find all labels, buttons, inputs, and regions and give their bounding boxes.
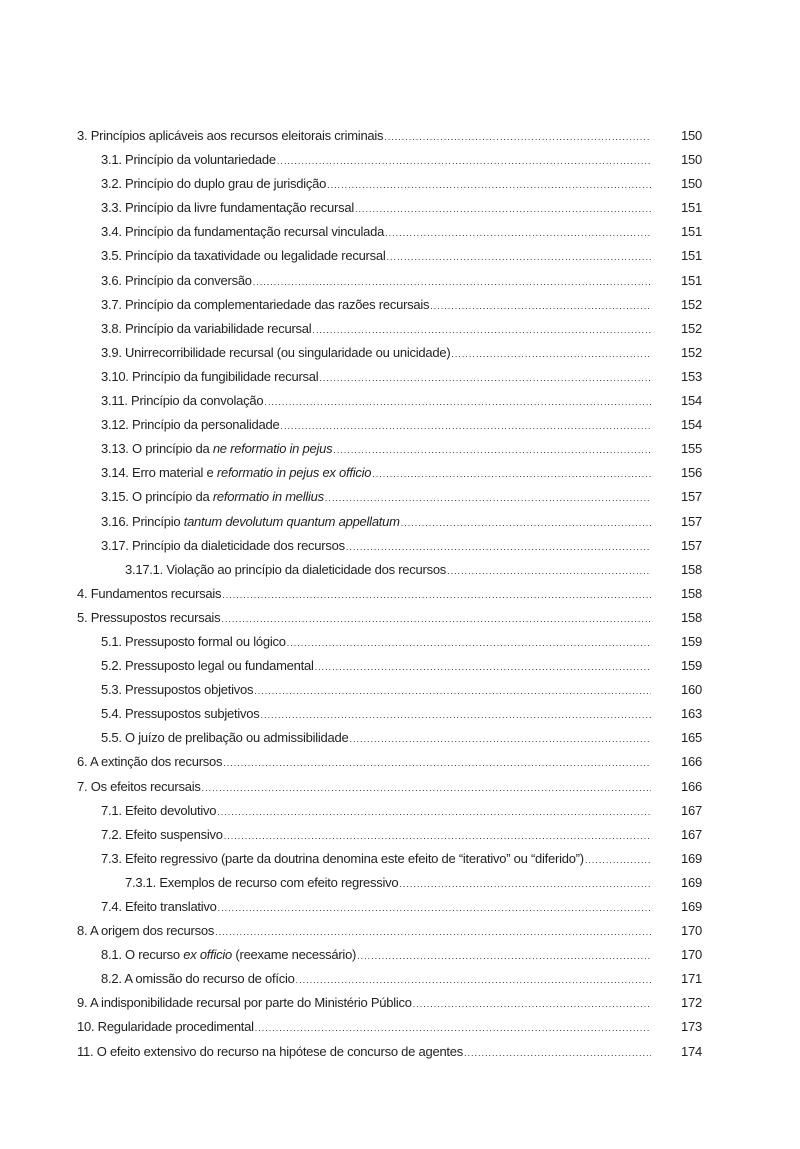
toc-entry-leader-line [101, 220, 651, 244]
toc-entry-title-part: 3.13. O princípio da [101, 441, 213, 457]
toc-entry[interactable] [0, 365, 800, 389]
toc-entry-title [101, 943, 356, 967]
toc-entry-title: 11. O efeito extensivo do recurso na hipótese de concurso de agentes [77, 1043, 464, 1059]
toc-entry-leader-line [101, 654, 651, 678]
toc-entry[interactable] [0, 413, 800, 437]
toc-entry[interactable] [0, 389, 800, 413]
toc-entry-leader-line [101, 293, 651, 317]
toc-entry-leader-line [101, 172, 651, 196]
table-of-contents [0, 124, 800, 1064]
toc-entry-title: 3.9. Unirrecorribilidade recursal (ou singularidade ou unicidade) [101, 344, 451, 360]
toc-entry-page-number: 173 [681, 1019, 702, 1035]
toc-entry-leader-line [101, 678, 651, 702]
toc-entry-title [101, 485, 324, 509]
toc-entry[interactable] [0, 534, 800, 558]
toc-entry-page-number: 154 [681, 393, 702, 409]
toc-entry-page-number: 150 [681, 152, 702, 168]
toc-entry-page-number: 163 [681, 706, 702, 722]
toc-entry-leader-line [101, 485, 651, 509]
toc-entry-leader-line [101, 534, 651, 558]
toc-entry-leader-line [77, 919, 651, 943]
dot-leader [326, 173, 651, 196]
toc-entry-title: 3.2. Princípio do duplo grau de jurisdição [101, 176, 327, 192]
toc-entry-page-number: 170 [681, 947, 702, 963]
toc-entry[interactable] [0, 148, 800, 172]
toc-entry[interactable] [0, 244, 800, 268]
toc-entry-page-number: 158 [681, 585, 702, 601]
toc-entry-page-number: 153 [681, 368, 702, 384]
toc-entry[interactable] [0, 1040, 800, 1064]
dot-leader [332, 438, 651, 461]
dot-leader [446, 559, 651, 582]
toc-entry-leader-line [101, 847, 651, 871]
toc-entry-page-number: 158 [681, 561, 702, 577]
dot-leader [276, 149, 651, 172]
toc-entry[interactable] [0, 341, 800, 365]
toc-entry[interactable] [0, 871, 800, 895]
dot-leader [400, 511, 651, 534]
toc-entry-leader-line [101, 341, 651, 365]
dot-leader [354, 197, 651, 220]
toc-entry-title: 7.3. Efeito regressivo (parte da doutrina denomina este efeito de “iterativo” ou “diferido”) [101, 850, 584, 866]
toc-entry-title: 7.2. Efeito suspensivo [101, 826, 223, 842]
toc-entry[interactable] [0, 510, 800, 534]
dot-leader [348, 727, 651, 750]
dot-leader [311, 318, 651, 341]
toc-entry-leader-line [101, 148, 651, 172]
dot-leader [314, 655, 651, 678]
toc-entry-page-number: 159 [681, 658, 702, 674]
dot-leader [259, 703, 651, 726]
toc-entry-page-number: 166 [681, 778, 702, 794]
toc-entry[interactable] [0, 582, 800, 606]
dot-leader [345, 535, 651, 558]
toc-entry[interactable] [0, 172, 800, 196]
dot-leader [223, 824, 651, 847]
toc-entry-title: 3. Princípios aplicáveis aos recursos eleitorais criminais [77, 128, 384, 143]
toc-entry-page-number: 169 [681, 850, 702, 866]
toc-entry-title: 3.6. Princípio da conversão [101, 272, 252, 288]
toc-entry-title: 5.3. Pressupostos objetivos [101, 682, 254, 698]
toc-entry-title: 6. A extinção dos recursos [77, 754, 223, 770]
toc-entry-leader-line [101, 943, 651, 967]
toc-entry-page-number: 151 [681, 248, 702, 264]
dot-leader [371, 462, 651, 485]
dot-leader [216, 800, 651, 823]
toc-entry-title: 3.1. Princípio da voluntariedade [101, 152, 276, 168]
toc-entry-page-number: 169 [681, 899, 702, 914]
toc-entry-title: 9. A indisponibilidade recursal por parte do Ministério Público [77, 995, 412, 1011]
toc-entry-leader-line [101, 269, 651, 293]
toc-entry-title-italic-part: ex officio [183, 947, 233, 963]
toc-entry-page-number: 159 [681, 633, 702, 649]
dot-leader [221, 583, 651, 606]
dot-leader [383, 125, 651, 148]
toc-entry-leader-line [77, 1015, 651, 1039]
toc-entry[interactable] [0, 702, 800, 726]
toc-entry-leader-line [77, 582, 651, 606]
toc-entry-title-italic-part: ne reformatio in pejus [212, 441, 333, 457]
toc-entry-leader-line [101, 967, 651, 991]
toc-entry-page-number: 157 [681, 537, 702, 553]
dot-leader [286, 631, 651, 654]
dot-leader [463, 1041, 651, 1064]
toc-entry-title-part: 3.15. O princípio da [101, 489, 213, 505]
dot-leader [450, 342, 651, 365]
toc-entry[interactable] [0, 293, 800, 317]
dot-leader [584, 848, 651, 871]
toc-entry[interactable] [0, 606, 800, 630]
toc-entry[interactable] [0, 630, 800, 654]
dot-leader [324, 486, 651, 509]
dot-leader [253, 679, 651, 702]
toc-entry[interactable] [0, 823, 800, 847]
toc-entry[interactable] [0, 919, 800, 943]
toc-entry-page-number: 151 [681, 200, 702, 216]
toc-entry-title [101, 510, 400, 534]
dot-leader [201, 776, 651, 799]
dot-leader [398, 872, 651, 895]
toc-entry-page-number: 151 [681, 272, 702, 288]
toc-entry-leader-line [101, 244, 651, 268]
toc-entry-title-italic-part: tantum devolutum quantum appellatum [183, 513, 400, 529]
toc-entry-title: 7.3.1. Exemplos de recurso com efeito regressivo [125, 874, 399, 890]
toc-entry-leader-line [101, 317, 651, 341]
toc-entry-page-number: 169 [681, 874, 702, 890]
toc-entry-title: 7. Os efeitos recursais [77, 778, 201, 794]
dot-leader [429, 294, 651, 317]
toc-entry-title: 5. Pressupostos recursais [77, 609, 221, 625]
dot-leader [214, 920, 651, 943]
toc-entry-page-number: 167 [681, 826, 702, 842]
toc-entry-leader-line [101, 196, 651, 220]
toc-entry-leader-line [125, 871, 651, 895]
toc-entry-leader-line [101, 389, 651, 413]
toc-entry-leader-line [77, 1040, 651, 1064]
toc-entry-leader-line [101, 823, 651, 847]
toc-entry-title-part: 3.16. Princípio [101, 513, 184, 529]
toc-entry-title-italic-part: reformatio in mellius [212, 489, 324, 505]
dot-leader [263, 390, 651, 413]
toc-entry[interactable] [0, 895, 800, 919]
toc-entry[interactable] [0, 750, 800, 774]
toc-entry-leader-line [77, 775, 651, 799]
toc-entry-page-number: 151 [681, 224, 702, 240]
toc-entry-page-number: 171 [681, 971, 702, 987]
toc-entry[interactable] [0, 726, 800, 750]
toc-entry-page-number: 154 [681, 417, 702, 433]
toc-entry-page-number: 167 [681, 802, 702, 818]
toc-entry-title-part: (reexame necessário) [232, 947, 357, 963]
toc-entry-page-number: 170 [681, 923, 702, 939]
toc-entry[interactable] [0, 799, 800, 823]
toc-entry-leader-line [101, 630, 651, 654]
dot-leader [318, 366, 651, 389]
dot-leader [222, 751, 651, 774]
toc-entry[interactable] [0, 461, 800, 485]
dot-leader [279, 414, 651, 437]
toc-entry-page-number: 156 [681, 465, 702, 481]
toc-entry-title: 3.7. Princípio da complementariedade das razões recursais [101, 296, 430, 312]
toc-entry-leader-line [77, 124, 651, 148]
toc-entry-leader-line [77, 750, 651, 774]
toc-entry-title: 7.4. Efeito translativo [101, 899, 217, 914]
toc-entry-title-part: 3.14. Erro material e [101, 465, 217, 481]
toc-entry-page-number: 158 [681, 609, 702, 625]
dot-leader [295, 968, 651, 991]
toc-entry-leader-line [101, 726, 651, 750]
toc-entry-title: 10. Regularidade procedimental [77, 1019, 254, 1035]
toc-entry-title: 5.2. Pressuposto legal ou fundamental [101, 658, 314, 674]
toc-entry-title: 5.4. Pressupostos subjetivos [101, 706, 260, 722]
toc-entry-page-number: 150 [681, 128, 702, 143]
toc-entry-title [101, 437, 332, 461]
toc-entry-title: 3.3. Princípio da livre fundamentação recursal [101, 200, 354, 216]
toc-entry[interactable] [0, 678, 800, 702]
dot-leader [252, 270, 651, 293]
toc-entry-page-number: 165 [681, 730, 702, 746]
dot-leader [217, 896, 651, 919]
toc-entry[interactable] [0, 991, 800, 1015]
toc-entry-leader-line [101, 510, 651, 534]
toc-entry[interactable] [0, 317, 800, 341]
toc-entry-title: 3.8. Princípio da variabilidade recursal [101, 320, 312, 336]
toc-entry-title-italic-part: reformatio in pejus ex officio [216, 465, 372, 481]
toc-entry-leader-line [77, 606, 651, 630]
toc-entry-leader-line [125, 558, 651, 582]
toc-entry[interactable] [0, 943, 800, 967]
toc-entry[interactable] [0, 124, 800, 148]
toc-entry-page-number: 152 [681, 344, 702, 360]
toc-entry[interactable] [0, 775, 800, 799]
toc-entry-leader-line [101, 437, 651, 461]
toc-entry-title: 8. A origem dos recursos [77, 923, 215, 939]
toc-entry-page-number: 166 [681, 754, 702, 770]
toc-entry[interactable] [0, 269, 800, 293]
toc-entry-title: 3.12. Princípio da personalidade [101, 417, 280, 433]
toc-entry-leader-line [77, 991, 651, 1015]
toc-entry[interactable] [0, 220, 800, 244]
dot-leader [384, 221, 651, 244]
toc-entry-leader-line [101, 895, 651, 919]
toc-entry-title [101, 461, 371, 485]
toc-entry[interactable] [0, 847, 800, 871]
toc-entry-title: 3.11. Princípio da convolação [101, 393, 264, 409]
toc-entry-page-number: 172 [681, 995, 702, 1011]
toc-entry[interactable] [0, 654, 800, 678]
toc-entry-title: 5.5. O juízo de prelibação ou admissibilidade [101, 730, 349, 746]
toc-entry-title: 8.2. A omissão do recurso de ofício [101, 971, 295, 987]
toc-entry-page-number: 174 [681, 1043, 702, 1059]
toc-entry-page-number: 157 [681, 489, 702, 505]
toc-entry-leader-line [101, 702, 651, 726]
dot-leader [412, 992, 651, 1015]
toc-entry-title: 3.10. Princípio da fungibilidade recursal [101, 368, 319, 384]
toc-entry-leader-line [101, 461, 651, 485]
toc-entry-leader-line [101, 413, 651, 437]
toc-entry-page-number: 160 [681, 682, 702, 698]
toc-entry[interactable] [0, 485, 800, 509]
toc-entry[interactable] [0, 558, 800, 582]
dot-leader [254, 1016, 651, 1039]
toc-entry-page-number: 152 [681, 296, 702, 312]
dot-leader [386, 245, 652, 268]
toc-entry[interactable] [0, 1015, 800, 1039]
toc-entry-page-number: 157 [681, 513, 702, 529]
toc-entry[interactable] [0, 967, 800, 991]
toc-entry-title: 4. Fundamentos recursais [77, 585, 222, 601]
toc-entry-page-number: 155 [681, 441, 702, 457]
toc-entry-title: 7.1. Efeito devolutivo [101, 802, 217, 818]
toc-entry-title-part: 8.1. O recurso [101, 947, 184, 963]
toc-entry-title: 5.1. Pressuposto formal ou lógico [101, 633, 286, 649]
toc-entry[interactable] [0, 437, 800, 461]
toc-entry-leader-line [101, 799, 651, 823]
toc-entry-title: 3.4. Princípio da fundamentação recursal vinculada [101, 224, 385, 240]
dot-leader [220, 607, 651, 630]
toc-entry[interactable] [0, 196, 800, 220]
toc-entry-page-number: 152 [681, 320, 702, 336]
toc-entry-title: 3.5. Princípio da taxatividade ou legalidade recursal [101, 248, 386, 264]
toc-entry-leader-line [101, 365, 651, 389]
dot-leader [356, 944, 651, 967]
toc-entry-page-number: 150 [681, 176, 702, 192]
toc-entry-title: 3.17.1. Violação ao princípio da dialeticidade dos recursos [125, 561, 447, 577]
toc-entry-title: 3.17. Princípio da dialeticidade dos recursos [101, 537, 345, 553]
